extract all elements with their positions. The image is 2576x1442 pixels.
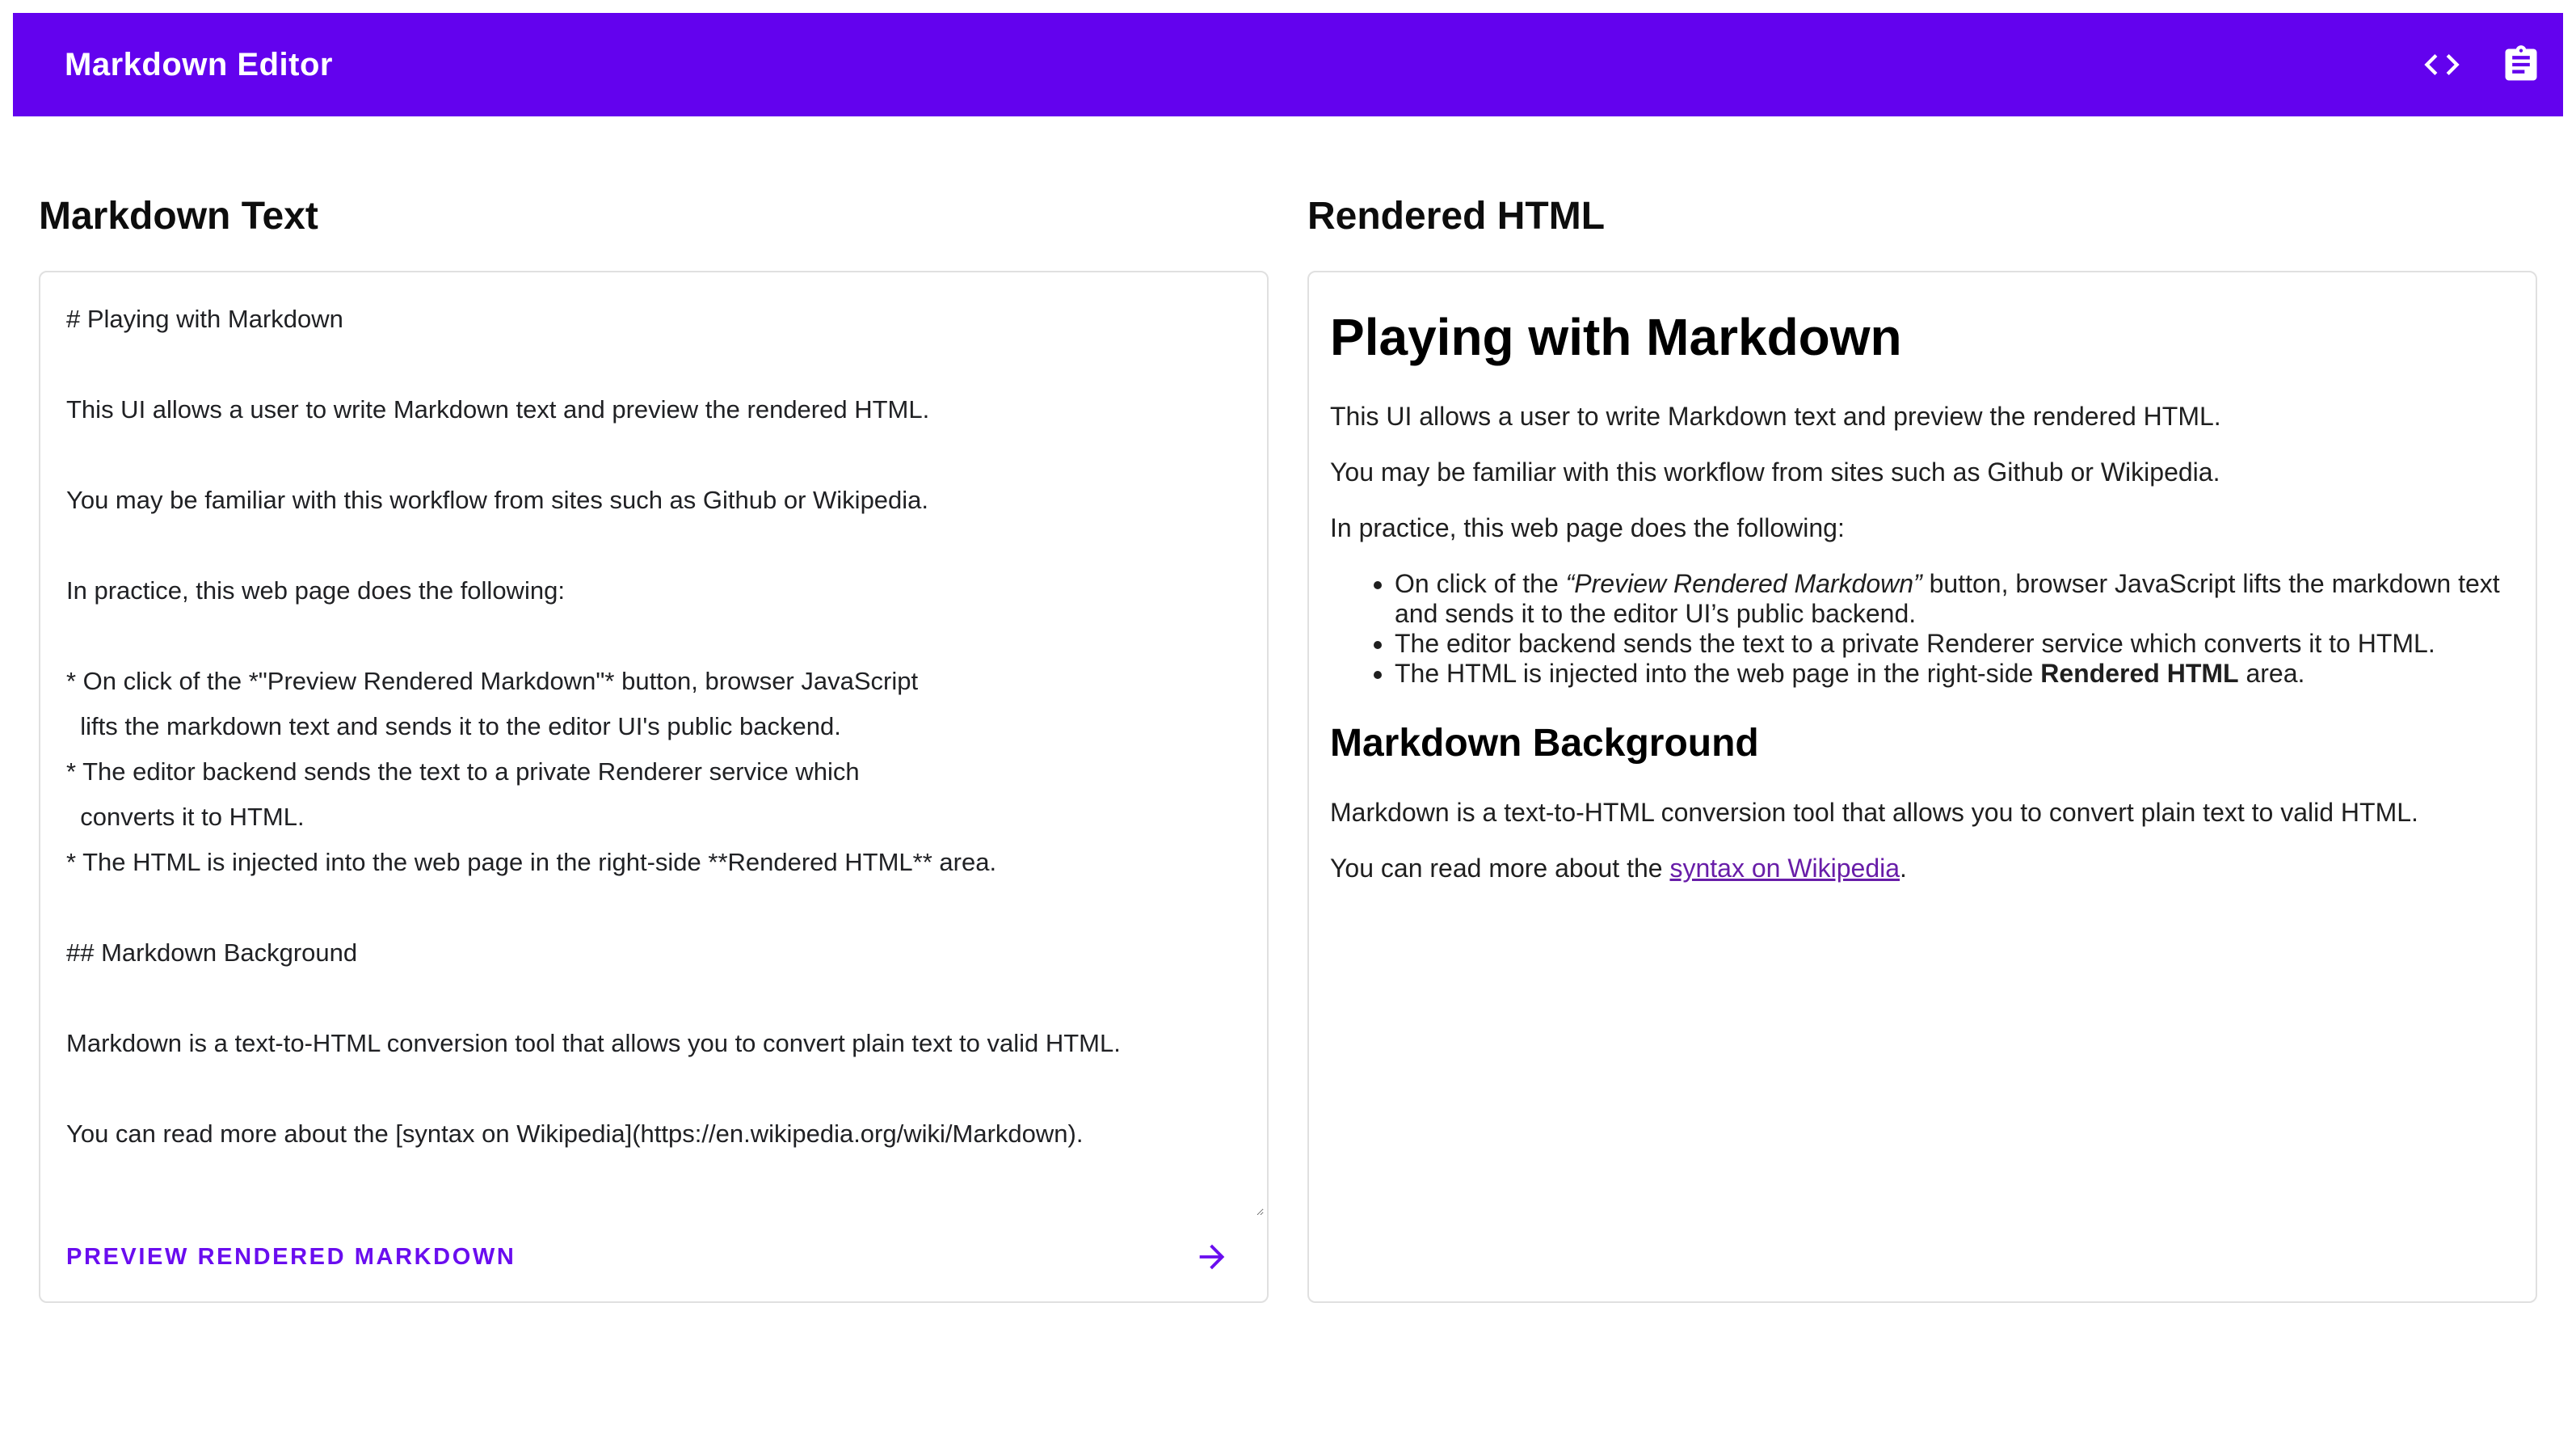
text-run: Markdown is a text-to-HTML conversion tool that allows you to convert plain text to valid HTML. (1330, 798, 2418, 827)
code-icon-glyph (2421, 44, 2463, 86)
editor-column (39, 197, 1269, 1303)
text-run: You can read more about the (1330, 854, 1670, 883)
text-run: This UI allows a user to write Markdown text and preview the rendered HTML. (1330, 402, 2221, 431)
wikipedia-link[interactable]: syntax on Wikipedia (1669, 854, 1900, 883)
preview-paragraph (1330, 854, 2515, 883)
bold-text: Rendered HTML (2040, 659, 2239, 688)
preview-paragraph (1330, 402, 2515, 432)
preview-content (1330, 307, 2515, 883)
text-run: In practice, this web page does the following: (1330, 513, 1845, 542)
text-run: The editor backend sends the text to a private Renderer service which converts it to HTML. (1395, 629, 2435, 658)
text-run: You may be familiar with this workflow from sites such as Github or Wikipedia. (1330, 457, 2220, 487)
code-icon[interactable] (2421, 44, 2463, 86)
arrow-forward-icon[interactable] (1193, 1238, 1231, 1276)
text-run: . (1900, 854, 1907, 883)
preview-section-title: Rendered HTML (1307, 195, 1606, 238)
editor-section-title: Markdown Text (39, 195, 318, 238)
clipboard-icon-glyph (2500, 44, 2542, 86)
preview-paragraph (1330, 513, 2515, 543)
text-run: The HTML is injected into the web page in the right-side (1395, 659, 2041, 688)
main-content (0, 197, 2576, 1303)
markdown-textarea[interactable] (44, 276, 1264, 1216)
editor-card (39, 271, 1269, 1303)
preview-card (1307, 271, 2537, 1303)
emphasized-text: “Preview Rendered Markdown” (1565, 569, 1922, 598)
clipboard-icon[interactable] (2500, 44, 2542, 86)
text-run: button, browser JavaScript lifts the markdown text and sends it to the editor UI’s public backend. (1395, 569, 2500, 628)
preview-paragraph (1330, 798, 2515, 828)
editor-actions-row (44, 1216, 1264, 1298)
text-run: area. (2238, 659, 2305, 688)
preview-column (1307, 197, 2537, 1303)
text-run: On click of the (1395, 569, 1566, 598)
preview-button[interactable]: PREVIEW RENDERED MARKDOWN (66, 1243, 516, 1270)
app-bar (13, 13, 2563, 116)
arrow-forward-glyph (1193, 1238, 1231, 1275)
preview-list-item (1395, 629, 2515, 659)
preview-heading-h2: Markdown Background (1330, 722, 1759, 765)
preview-list (1330, 569, 2515, 689)
preview-paragraph (1330, 457, 2515, 487)
preview-heading-h1: Playing with Markdown (1330, 308, 1902, 366)
app-title: Markdown Editor (65, 46, 333, 82)
preview-list-item (1395, 659, 2515, 689)
preview-list-item (1395, 569, 2515, 629)
